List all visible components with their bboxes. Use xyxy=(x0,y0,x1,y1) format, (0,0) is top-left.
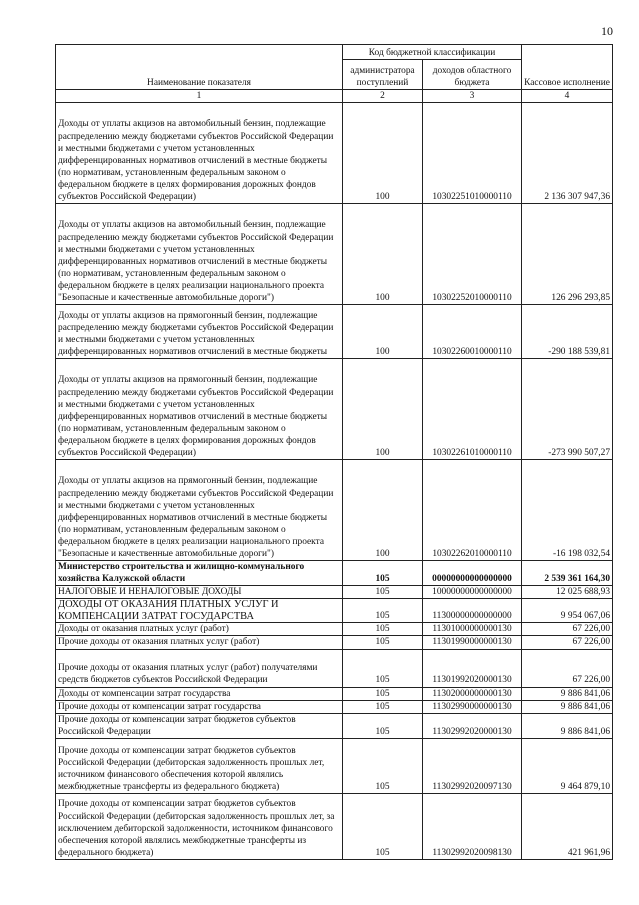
indicator-name-cell: Доходы от уплаты акцизов на прямогонный бензин, подлежащие распределению между бюджетами субъектов Российской Федерации и местными бюджетами с учетом установленных дифференцированных нормативов отчислений в местные бюджеты (по нормативам, установленным федеральным законом о федеральном бюджете в целях формирования дорожных фондов субъектов Российской Федерации) xyxy=(56,359,343,460)
indicator-name-cell: Прочие доходы от компенсации затрат бюджетов субъектов Российской Федерации (дебиторская задолженность прошлых лет, источником финансового обеспечения которой являлись межбюджетные трансферты из федерального бюджета) xyxy=(56,738,343,793)
admin-code-cell: 105 xyxy=(343,636,423,649)
table-body xyxy=(56,103,613,860)
table-row xyxy=(56,713,613,738)
table-row xyxy=(56,103,613,204)
table-row xyxy=(56,687,613,700)
admin-code-cell: 105 xyxy=(343,649,423,687)
table-row xyxy=(56,599,613,623)
indicator-name-cell: Прочие доходы от компенсации затрат государства xyxy=(56,700,343,713)
budget-code-cell: 11301990000000130 xyxy=(423,636,522,649)
budget-code-cell: 11301000000000130 xyxy=(423,623,522,636)
amount-cell: -290 188 539,81 xyxy=(522,305,613,359)
table-row xyxy=(56,793,613,859)
indicator-name-cell: ДОХОДЫ ОТ ОКАЗАНИЯ ПЛАТНЫХ УСЛУГ И КОМПЕНСАЦИИ ЗАТРАТ ГОСУДАРСТВА xyxy=(56,599,343,623)
table-row xyxy=(56,623,613,636)
budget-code-cell: 10302260010000110 xyxy=(423,305,522,359)
admin-code-cell: 100 xyxy=(343,359,423,460)
budget-code-cell: 10302251010000110 xyxy=(423,103,522,204)
indicator-name-cell: НАЛОГОВЫЕ И НЕНАЛОГОВЫЕ ДОХОДЫ xyxy=(56,586,343,599)
indicator-name-cell: Доходы от уплаты акцизов на прямогонный бензин, подлежащие распределению между бюджетами субъектов Российской Федерации и местными бюджетами с учетом установленных дифференцированных нормативов отчислений в местные бюджеты (по нормативам, установленным федеральным законом о федеральном бюджете в целях реализации национального проекта "Безопасные и качественные автомобильные дороги") xyxy=(56,460,343,561)
admin-code-cell: 100 xyxy=(343,204,423,305)
budget-code-cell: 11302992020097130 xyxy=(423,738,522,793)
amount-cell: 67 226,00 xyxy=(522,649,613,687)
table-row xyxy=(56,305,613,359)
table-row xyxy=(56,359,613,460)
header-amount: Кассовое исполнение xyxy=(522,45,613,90)
table-row xyxy=(56,204,613,305)
admin-code-cell: 105 xyxy=(343,561,423,586)
admin-code-cell: 100 xyxy=(343,305,423,359)
budget-code-cell: 11301992020000130 xyxy=(423,649,522,687)
amount-cell: 12 025 688,93 xyxy=(522,586,613,599)
header-number-1: 1 xyxy=(56,90,343,103)
header-admin: администратора поступлений xyxy=(343,60,423,90)
admin-code-cell: 105 xyxy=(343,586,423,599)
header-classification: Код бюджетной классификации xyxy=(343,45,522,60)
indicator-name-cell: Доходы от уплаты акцизов на автомобильный бензин, подлежащие распределению между бюджетами субъектов Российской Федерации и местными бюджетами с учетом установленных дифференцированных нормативов отчислений в местные бюджеты (по нормативам, установленным федеральным законом о федеральном бюджете в целях реализации национального проекта "Безопасные и качественные автомобильные дороги") xyxy=(56,204,343,305)
budget-code-cell: 10302262010000110 xyxy=(423,460,522,561)
amount-cell: 126 296 293,85 xyxy=(522,204,613,305)
admin-code-cell: 105 xyxy=(343,713,423,738)
amount-cell: 67 226,00 xyxy=(522,636,613,649)
amount-cell: 9 886 841,06 xyxy=(522,713,613,738)
admin-code-cell: 105 xyxy=(343,599,423,623)
budget-code-cell: 11302000000000130 xyxy=(423,687,522,700)
budget-code-cell: 11302990000000130 xyxy=(423,700,522,713)
amount-cell: 9 886 841,06 xyxy=(522,700,613,713)
budget-code-cell: 00000000000000000 xyxy=(423,561,522,586)
budget-table xyxy=(55,44,613,860)
admin-code-cell: 100 xyxy=(343,460,423,561)
indicator-name-cell: Доходы от компенсации затрат государства xyxy=(56,687,343,700)
budget-code-cell: 11302992020000130 xyxy=(423,713,522,738)
page-number: 10 xyxy=(601,24,613,38)
header-number-4: 4 xyxy=(522,90,613,103)
admin-code-cell: 105 xyxy=(343,700,423,713)
amount-cell: 9 886 841,06 xyxy=(522,687,613,700)
admin-code-cell: 105 xyxy=(343,687,423,700)
admin-code-cell: 105 xyxy=(343,793,423,859)
table-row xyxy=(56,586,613,599)
amount-cell: 421 961,96 xyxy=(522,793,613,859)
budget-code-cell: 11302992020098130 xyxy=(423,793,522,859)
admin-code-cell: 105 xyxy=(343,623,423,636)
amount-cell: 2 136 307 947,36 xyxy=(522,103,613,204)
header-name: Наименование показателя xyxy=(56,45,343,90)
table-row xyxy=(56,636,613,649)
indicator-name-cell: Прочие доходы от компенсации затрат бюджетов субъектов Российской Федерации (дебиторская задолженность прошлых лет, за исключением дебиторской задолженности, источником финансового обеспечения которой являлись межбюджетные трансферты из федерального бюджета) xyxy=(56,793,343,859)
amount-cell: 2 539 361 164,30 xyxy=(522,561,613,586)
table-row xyxy=(56,561,613,586)
indicator-name-cell: Доходы от уплаты акцизов на прямогонный бензин, подлежащие распределению между бюджетами субъектов Российской Федерации и местными бюджетами с учетом установленных дифференцированных нормативов отчислений в местные бюджеты xyxy=(56,305,343,359)
table-row xyxy=(56,460,613,561)
header-income-code: доходов областного бюджета xyxy=(423,60,522,90)
table-row xyxy=(56,738,613,793)
amount-cell: 67 226,00 xyxy=(522,623,613,636)
header-number-3: 3 xyxy=(423,90,522,103)
budget-code-cell: 10000000000000000 xyxy=(423,586,522,599)
indicator-name-cell: Доходы от уплаты акцизов на автомобильный бензин, подлежащие распределению между бюджетами субъектов Российской Федерации и местными бюджетами с учетом установленных дифференцированных нормативов отчислений в местные бюджеты (по нормативам, установленным федеральным законом о федеральном бюджете в целях формирования дорожных фондов субъектов Российской Федерации) xyxy=(56,103,343,204)
amount-cell: -16 198 032,54 xyxy=(522,460,613,561)
indicator-name-cell: Прочие доходы от оказания платных услуг (работ) получателями средств бюджетов субъектов Российской Федерации xyxy=(56,649,343,687)
budget-code-cell: 10302261010000110 xyxy=(423,359,522,460)
admin-code-cell: 105 xyxy=(343,738,423,793)
budget-code-cell: 10302252010000110 xyxy=(423,204,522,305)
admin-code-cell: 100 xyxy=(343,103,423,204)
indicator-name-cell: Прочие доходы от оказания платных услуг (работ) xyxy=(56,636,343,649)
table-row xyxy=(56,700,613,713)
amount-cell: -273 990 507,27 xyxy=(522,359,613,460)
budget-code-cell: 11300000000000000 xyxy=(423,599,522,623)
amount-cell: 9 954 067,06 xyxy=(522,599,613,623)
table-row xyxy=(56,649,613,687)
indicator-name-cell: Прочие доходы от компенсации затрат бюджетов субъектов Российской Федерации xyxy=(56,713,343,738)
indicator-name-cell: Доходы от оказания платных услуг (работ) xyxy=(56,623,343,636)
amount-cell: 9 464 879,10 xyxy=(522,738,613,793)
indicator-name-cell: Министерство строительства и жилищно-коммунального хозяйства Калужской области xyxy=(56,561,343,586)
header-number-2: 2 xyxy=(343,90,423,103)
